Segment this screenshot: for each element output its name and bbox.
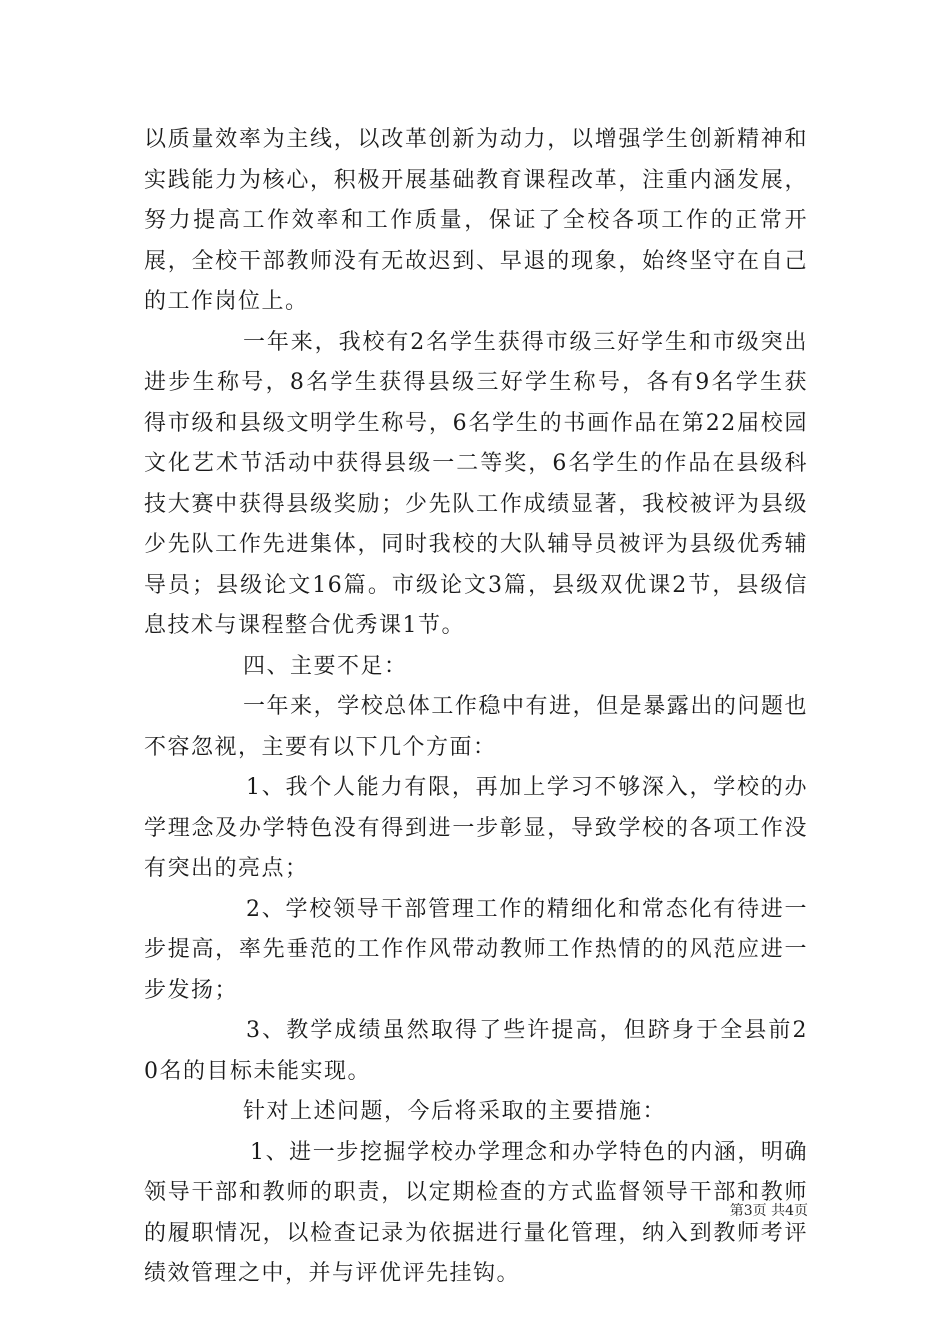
page-footer [0,1201,950,1221]
paragraph-measures-intro: 针对上述问题，今后将采取的主要措施： [243,1099,667,1124]
paragraph-continuation: 以质量效率为主线，以改革创新为动力，以增强学生创新精神和实践能力为核心，积极开展基础教育课程改革，注重内涵发展，努力提高工作效率和工作质量，保证了全校各项工作的正常开展，全校干部教师没有无故迟到、早退的现象，始终坚守在自己的工作岗位上。 [144,127,808,314]
list-item-shortcoming-3: 3、教学成绩虽然取得了些许提高，但跻身于全县前20名的目标未能实现。 [144,1018,808,1084]
paragraph-achievements: 一年来，我校有2名学生获得市级三好学生和市级突出进步生称号，8名学生获得县级三好学生称号，各有9名学生获得市级和县级文明学生称号，6名学生的书画作品在第22届校园文化艺术节活动中获得县级一二等奖，6名学生的作品在县级科技大赛中获得县级奖励；少先队工作成绩显著，我校被评为县级少先队工作先进集体，同时我校的大队辅导员被评为县级优秀辅导员；县级论文16篇。市级论文3篇，县级双优课2节，县级信息技术与课程整合优秀课1节。 [144,329,808,638]
list-item-measure-1: 1、进一步挖掘学校办学理念和办学特色的内涵，明确领导干部和教师的职责，以定期检查的方式监督领导干部和教师的履职情况，以检查记录为依据进行量化管理，纳入到教师考评绩效管理之中，并与评优评先挂钩。 [144,1139,808,1286]
page-number: 第3页 共4页 [729,1203,808,1219]
list-item-shortcoming-1: 1、我个人能力有限，再加上学习不够深入，学校的办学理念及办学特色没有得到进一步彰显，导致学校的各项工作没有突出的亮点； [144,775,808,881]
section-heading-shortcomings: 四、主要不足： [243,653,408,679]
list-item-shortcoming-2: 2、学校领导干部管理工作的精细化和常态化有待进一步提高，率先垂范的工作作风带动教师工作热情的的风范应进一步发扬； [144,896,808,1003]
document-body [144,120,808,1295]
paragraph-shortcomings-intro: 一年来，学校总体工作稳中有进，但是暴露出的问题也不容忽视，主要有以下几个方面： [144,694,808,760]
